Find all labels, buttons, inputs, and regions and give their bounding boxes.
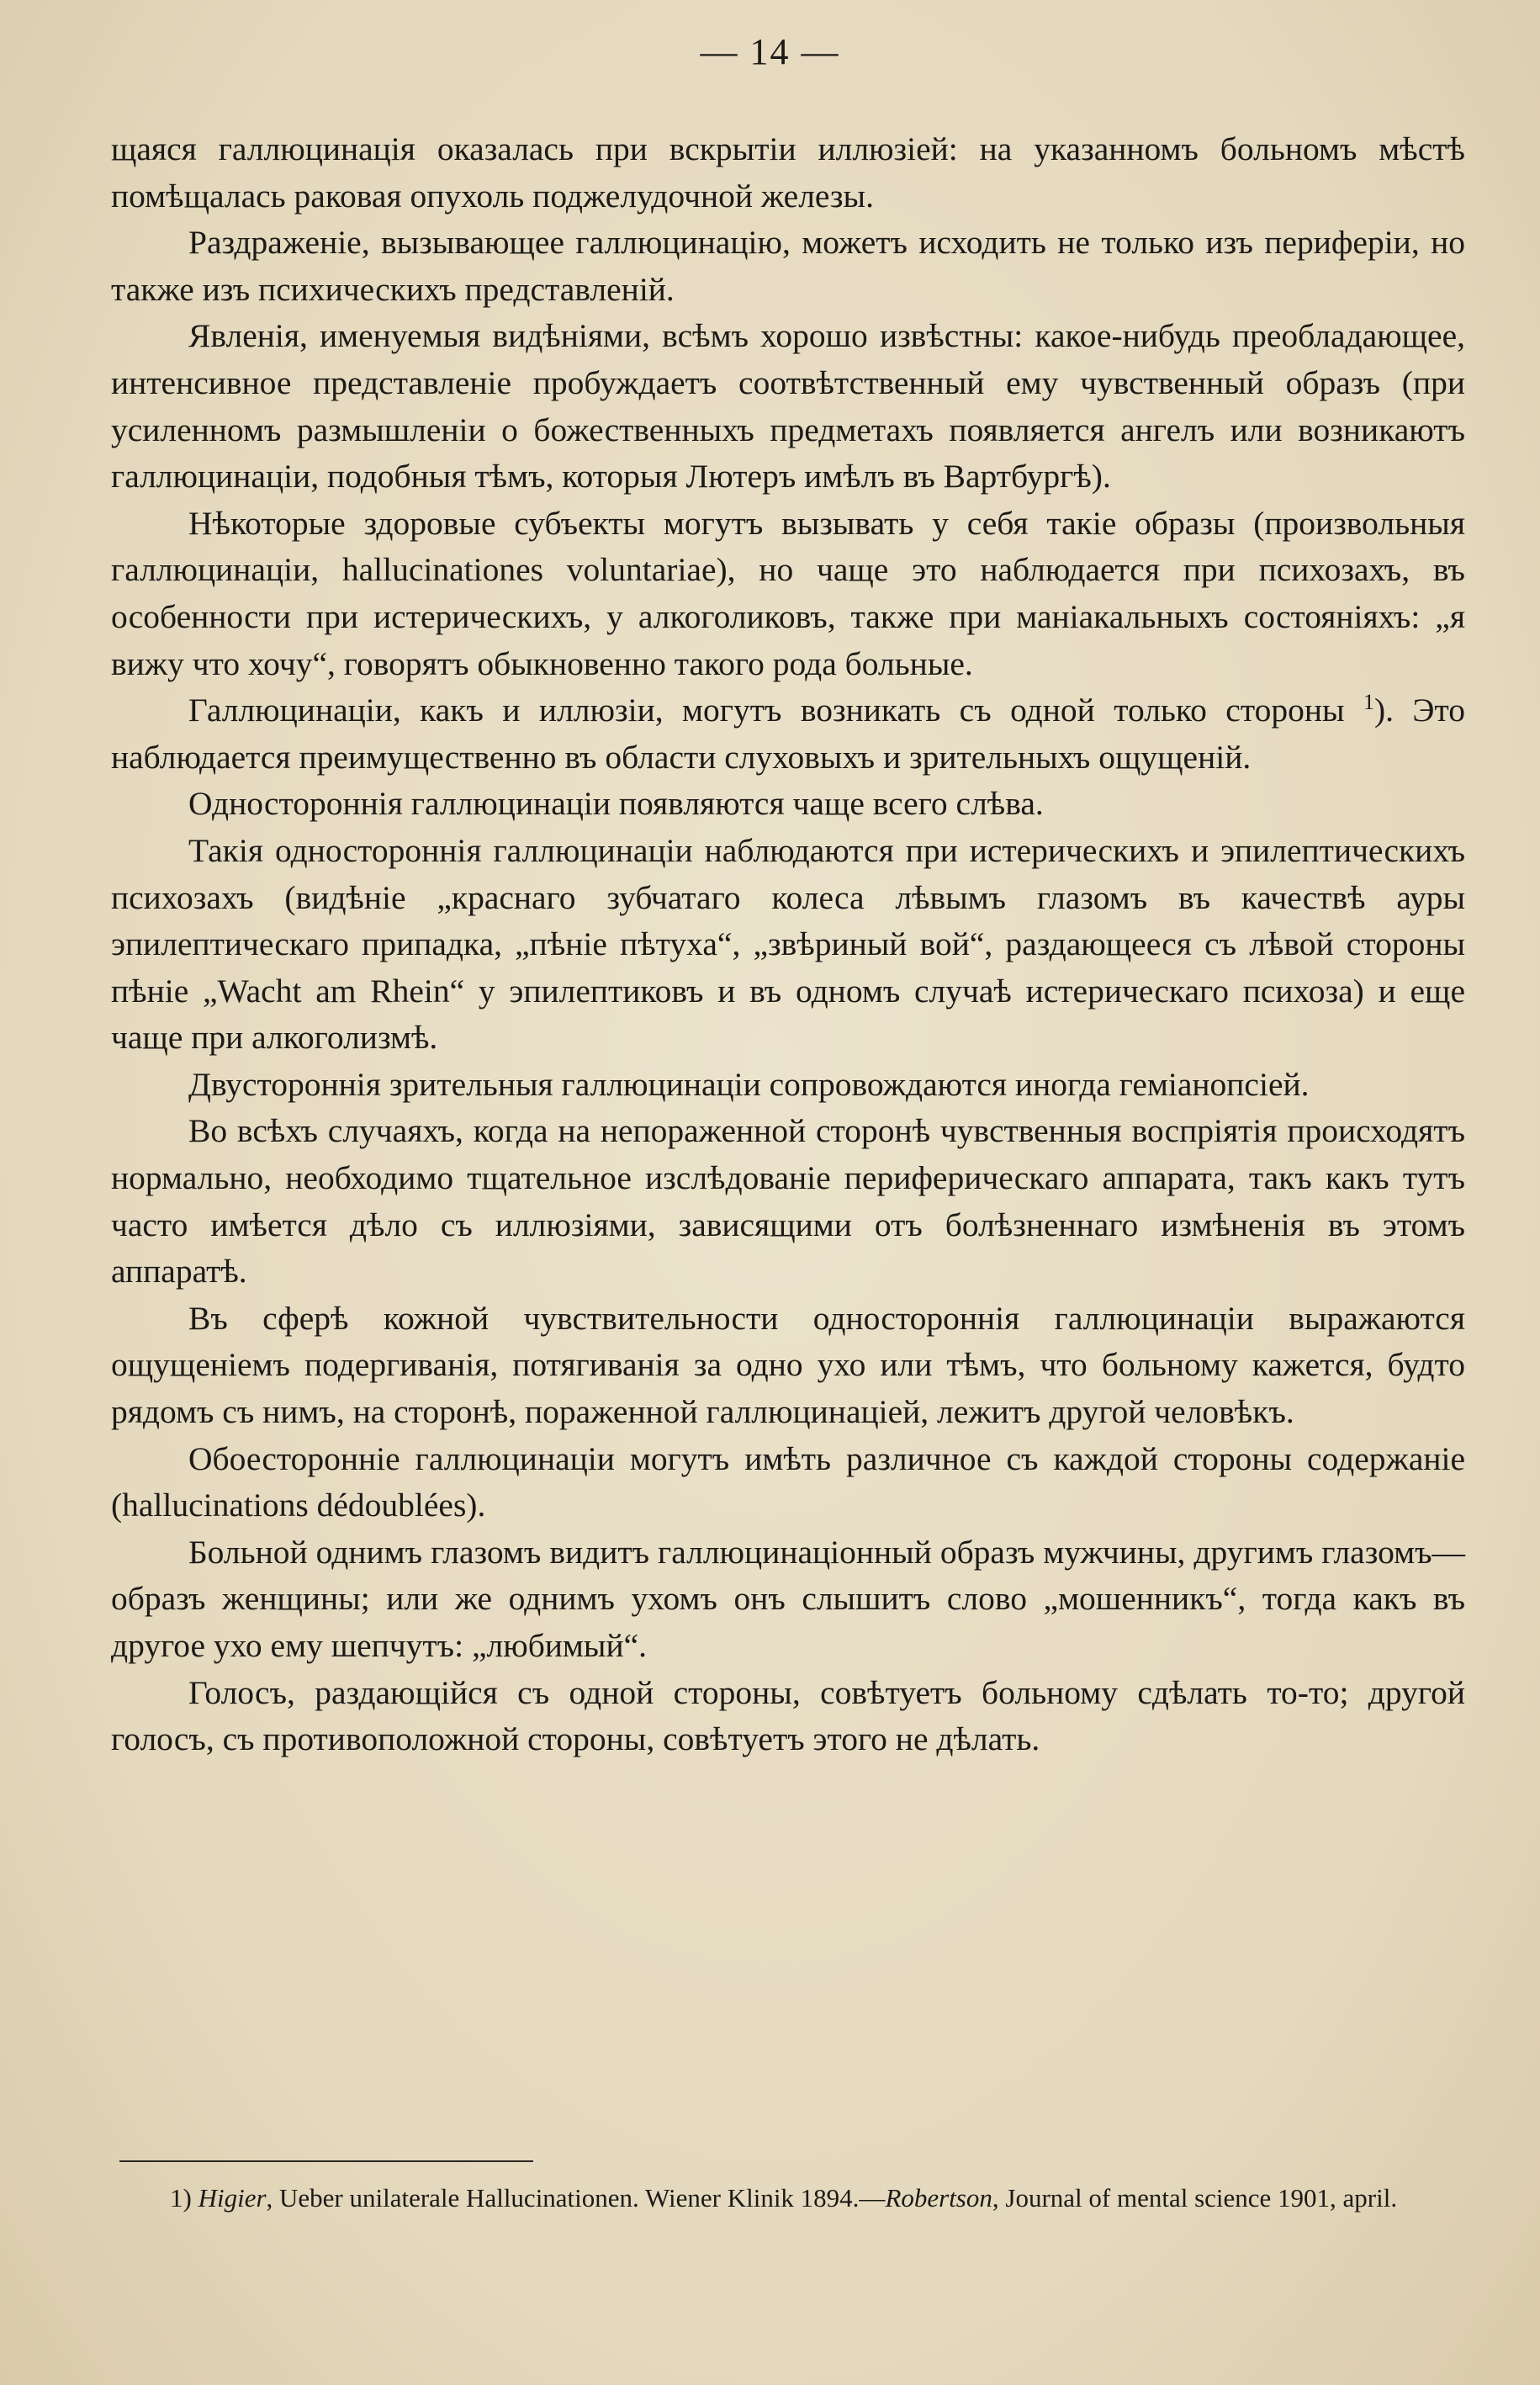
paragraph: Въ сферѣ кожной чувствительности одностороннія галлюцинаціи выражаются ощущеніемъ подергиванія, потягиванія за одно ухо или тѣмъ, что больному кажется, будто рядомъ съ нимъ, на сторонѣ, пораженной галлюцинаціей, лежитъ другой человѣкъ. bbox=[111, 1299, 1465, 1431]
page-number: — 14 — bbox=[700, 31, 840, 72]
paragraph: Одностороннія галлюцинаціи появляются чаще всего слѣва. bbox=[188, 785, 1044, 823]
paragraph: щаяся галлюцинація оказалась при вскрытіи иллюзіей: на указанномъ больномъ мѣстѣ помѣщалась раковая опухоль поджелудочной железы. bbox=[111, 130, 1465, 215]
body-text bbox=[111, 126, 1465, 1763]
footnote-marker: 1) bbox=[170, 2183, 192, 2213]
footnote-text: , Ueber unilaterale Hallucinationen. Wiener Klinik 1894.— bbox=[266, 2183, 886, 2213]
paragraph: Больной однимъ глазомъ видитъ галлюцинаціонный образъ мужчины, другимъ глазомъ—образъ женщины; или же однимъ ухомъ онъ слышитъ слово „мошенникъ“, тогда какъ въ другое ухо ему шепчутъ: „любимый“. bbox=[111, 1533, 1465, 1664]
paragraph: Голосъ, раздающійся съ одной стороны, совѣтуетъ больному сдѣлать то-то; другой голосъ, съ противоположной стороны, совѣтуетъ этого не дѣлать. bbox=[111, 1673, 1465, 1758]
footnote-reference: 1 bbox=[1363, 689, 1374, 714]
paragraph-text: ). Это наблюдается преимущественно въ области слуховыхъ и зрительныхъ ощущеній. bbox=[111, 692, 1465, 776]
paragraph: Такія одностороннія галлюцинаціи наблюдаются при истерическихъ и эпилептическихъ психозахъ (видѣніе „краснаго зубчатаго колеса лѣвымъ глазомъ въ качествѣ ауры эпилептическаго припадка, „пѣніе пѣтуха“, „звѣриный вой“, раздающееся съ лѣвой стороны пѣніе „Wacht am Rhein“ у эпилептиковъ и въ одномъ случаѣ истерическаго психоза) и еще чаще при алкоголизмѣ. bbox=[111, 831, 1465, 1057]
footnote-author: Higier bbox=[198, 2183, 267, 2213]
paragraph: Обоесторонніе галлюцинаціи могутъ имѣть различное съ каждой стороны содержаніе (hallucinations dédoublées). bbox=[111, 1439, 1465, 1524]
paragraph-text: Галлюцинаціи, какъ и иллюзіи, могутъ возникать съ одной только стороны bbox=[188, 692, 1345, 729]
paragraph: Нѣкоторые здоровые субъекты могутъ вызывать у себя такіе образы (произвольныя галлюцинаціи, hallucinationes voluntariae), но чаще это наблюдается при психозахъ, въ особенности при истерическихъ, у алкоголиковъ, также при маніакальныхъ состояніяхъ: „я вижу что хочу“, говорятъ обыкновенно такого рода больные. bbox=[111, 504, 1465, 682]
footnote-divider bbox=[119, 2160, 533, 2162]
paragraph-with-footnote bbox=[111, 687, 1465, 781]
paragraph: Во всѣхъ случаяхъ, когда на непораженной сторонѣ чувственныя воспріятія происходятъ нормально, необходимо тщательное изслѣдованіе периферическаго аппарата, такъ какъ тутъ часто имѣется дѣло съ иллюзіями, зависящими отъ болѣзненнаго измѣненія въ этомъ аппаратѣ. bbox=[111, 1112, 1465, 1291]
paragraph: Раздраженіе, вызывающее галлюцинацію, можетъ исходить не только изъ периферіи, но также изъ психическихъ представленій. bbox=[111, 224, 1465, 308]
paragraph: Явленія, именуемыя видѣніями, всѣмъ хорошо извѣстны: какое-нибудь преобладающее, интенсивное представленіе пробуждаетъ соотвѣтственный ему чувственный образъ (при усиленномъ размышленіи о божественныхъ предметахъ появляется ангелъ или возникаютъ галлюцинаціи, подобныя тѣмъ, которыя Лютеръ имѣлъ въ Вартбургѣ). bbox=[111, 317, 1465, 496]
footnote-text: , Journal of mental science 1901, april. bbox=[992, 2183, 1398, 2213]
footnote-author: Robertson bbox=[885, 2183, 992, 2213]
paragraph: Двустороннія зрительныя галлюцинаціи сопровождаются иногда геміанопсіей. bbox=[188, 1065, 1310, 1103]
footnote bbox=[111, 2179, 1465, 2218]
